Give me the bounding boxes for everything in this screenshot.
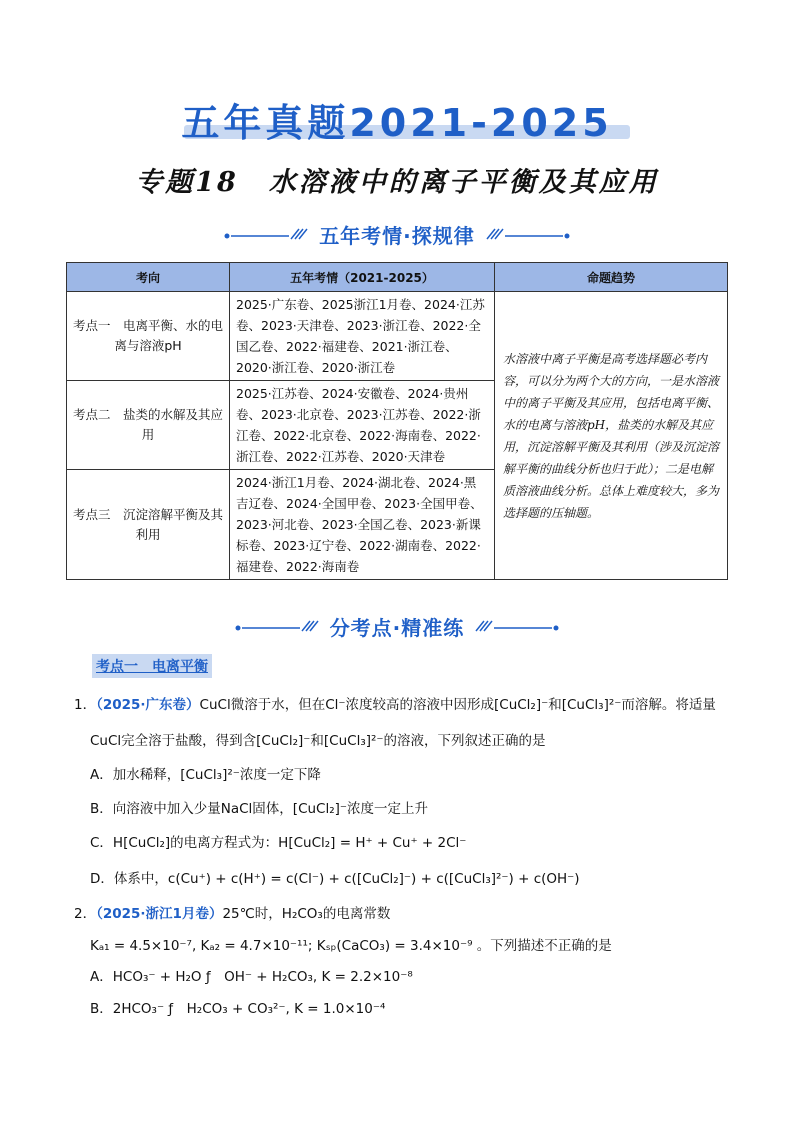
- section-label: 分考点·精准练: [329, 615, 465, 640]
- topic-title: 考点一 电离平衡: [92, 654, 212, 678]
- years-cell: 2025·广东卷、2025浙江1月卷、2024·江苏卷、2023·天津卷、2023·浙江卷、2022·全国乙卷、2022·福建卷、2021·浙江卷、2020·浙江卷、2020·浙江卷: [230, 292, 495, 381]
- table-header-row: [67, 263, 728, 292]
- main-title: 五年真题2021-2025: [181, 101, 613, 145]
- overview-table: [66, 262, 728, 580]
- topic-cell: 考点三 沉淀溶解平衡及其利用: [67, 470, 230, 580]
- left-line-deco-icon: [223, 227, 309, 241]
- question-number: 2．: [74, 906, 97, 922]
- question-1-stem-cont: CuCl完全溶于盐酸，得到含[CuCl₂]⁻和[CuCl₃]²⁻的溶液，下列叙述正确的是: [90, 733, 546, 749]
- option-d: D．体系中，c(Cu⁺) + c(H⁺) = c(Cl⁻) + c([CuCl₂]⁻) + c([CuCl₃]²⁻) + c(OH⁻): [90, 871, 580, 887]
- option-a: A．HCO₃⁻ + H₂O ƒ OH⁻ + H₂CO₃, K = 2.2×10⁻⁸: [90, 969, 413, 985]
- question-source: （2025·浙江1月卷）: [96, 906, 223, 922]
- option-b: B．向溶液中加入少量NaCl固体，[CuCl₂]⁻浓度一定上升: [90, 801, 429, 817]
- table-row: [67, 292, 728, 381]
- question-text: CuCl微溶于水，但在Cl⁻浓度较高的溶液中因形成[CuCl₂]⁻和[CuCl₃]²⁻而溶解。将适量: [199, 697, 716, 713]
- topic-cell: 考点一 电离平衡、水的电离与溶液pH: [67, 292, 230, 381]
- question-2-constants: Kₐ₁ = 4.5×10⁻⁷, Kₐ₂ = 4.7×10⁻¹¹; Kₛₚ(CaCO₃) = 3.4×10⁻⁹ 。下列描述不正确的是: [90, 938, 612, 954]
- right-line-deco-icon: [485, 227, 571, 241]
- section-header-practice: [0, 610, 794, 642]
- right-line-deco-icon: [474, 619, 560, 633]
- option-c: C．H[CuCl₂]的电离方程式为：H[CuCl₂] = H⁺ + Cu⁺ + 2Cl⁻: [90, 835, 467, 851]
- section-label: 五年考情·探规律: [319, 223, 475, 248]
- option-a: A．加水稀释，[CuCl₃]²⁻浓度一定下降: [90, 767, 321, 783]
- column-header: 命题趋势: [495, 263, 728, 292]
- title-wrap: [0, 92, 794, 147]
- option-b: B．2HCO₃⁻ ƒ H₂CO₃ + CO₃²⁻, K = 1.0×10⁻⁴: [90, 1001, 386, 1017]
- section-header-overview: [0, 218, 794, 250]
- sub-title: 专题18 水溶液中的离子平衡及其应用: [135, 167, 659, 198]
- column-header: 五年考情（2021-2025）: [230, 263, 495, 292]
- years-cell: 2025·江苏卷、2024·安徽卷、2024·贵州卷、2023·北京卷、2023·江苏卷、2022·浙江卷、2022·北京卷、2022·海南卷、2022·浙江卷、2022·江苏卷、2020·天津卷: [230, 381, 495, 470]
- question-source: （2025·广东卷）: [96, 697, 200, 713]
- trend-cell: 水溶液中离子平衡是高考选择题必考内容，可以分为两个大的方向，一是水溶液中的离子平衡及其应用，包括电离平衡、水的电离与溶液pH，盐类的水解及其应用，沉淀溶解平衡及其利用（涉及沉淀溶解平衡的曲线分析也归于此）；二是电解质溶液曲线分析。总体上难度较大，多为选择题的压轴题。: [495, 292, 728, 580]
- question-1-stem: [74, 694, 734, 716]
- question-text: 25℃时，H₂CO₃的电离常数: [222, 906, 391, 922]
- question-number: 1．: [74, 697, 97, 713]
- question-2-stem: [74, 903, 734, 925]
- years-cell: 2024·浙江1月卷、2024·湖北卷、2024·黑吉辽卷、2024·全国甲卷、2023·全国甲卷、2023·河北卷、2023·全国乙卷、2023·新课标卷、2023·辽宁卷、2022·湖南卷、2022·福建卷、2022·海南卷: [230, 470, 495, 580]
- topic-cell: 考点二 盐类的水解及其应用: [67, 381, 230, 470]
- left-line-deco-icon: [234, 619, 320, 633]
- column-header: 考向: [67, 263, 230, 292]
